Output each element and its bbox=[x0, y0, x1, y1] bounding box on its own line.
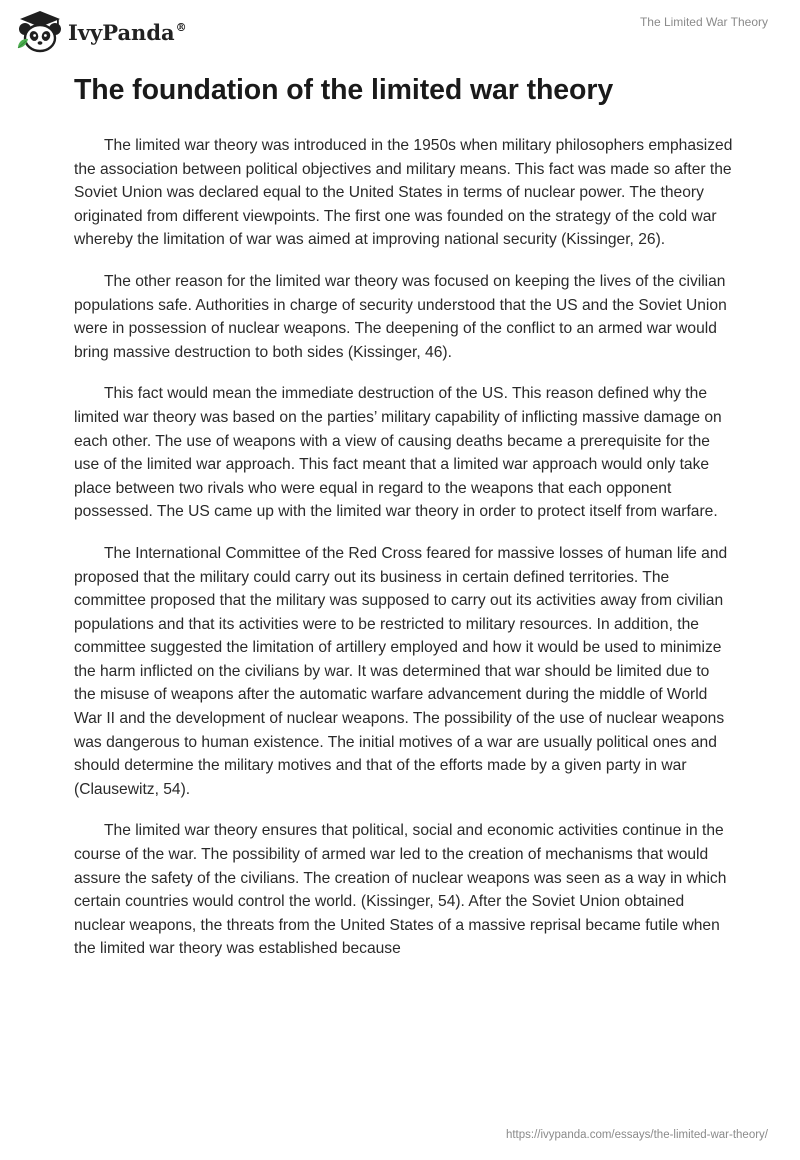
document-header-title: The Limited War Theory bbox=[639, 15, 768, 29]
paragraph: The limited war theory was introduced in the 1950s when military philosophers emphasized the association between political objectives and military means. This fact was made so after the Soviet Union was declared equal to the United States in terms of nuclear power. The theory originated from different viewpoints. The first one was founded on the strategy of the cold war whereby the limitation of war was aimed at improving national security (Kissinger, 26). bbox=[74, 137, 733, 249]
page-title: The foundation of the limited war theory bbox=[74, 74, 614, 106]
ivypanda-logo[interactable] bbox=[14, 8, 187, 54]
paragraph: The International Committee of the Red Cross feared for massive losses of human life and proposed that the military could carry out its business in certain defined territories. The committee proposed that the military was supposed to carry out its activities away from civilian populations and that its activities were to be restricted to military resources. In addition, the committee suggested the limitation of artillery employed and how it would be used to minimize the harm inflicted on the civilians by war. It was determined that war should be limited due to the misuse of weapons after the automatic warfare advancement during the middle of World War II and the development of nuclear weapons. The possibility of the use of nuclear weapons was dangerous to human existence. The initial motives of a war are usually political ones and should determine the military motives and that of the efforts made by a given party in war (Clausewitz, 54). bbox=[74, 544, 728, 798]
page-header bbox=[0, 0, 800, 60]
article-body bbox=[74, 134, 734, 979]
brand-name: IvyPanda® bbox=[68, 19, 187, 45]
paragraph: The other reason for the limited war theory was focused on keeping the lives of the civilian populations safe. Authorities in charge of security understood that the US and the Soviet Union were in possession of nuclear weapons. The deepening of the conflict to an armed war would bring massive destruction to both sides (Kissinger, 46). bbox=[74, 272, 727, 361]
paragraph: This fact would mean the immediate destruction of the US. This reason defined why the limited war theory was based on the parties’ military capability of inflicting massive damage on each other. The use of weapons with a view of causing deaths became a prerequisite for the use of the limited war approach. This fact meant that a limited war approach would only take place between two rivals who were equal in regard to the weapons that each opponent possessed. The US came up with the limited war theory in order to protect itself from warfare. bbox=[74, 385, 722, 521]
panda-graduate-icon bbox=[14, 8, 66, 54]
source-url[interactable]: https://ivypanda.com/essays/the-limited-war-theory/ bbox=[505, 1129, 768, 1141]
paragraph: The limited war theory ensures that political, social and economic activities continue in the course of the war. The possibility of armed war led to the creation of mechanisms that would assure the safety of the civilians. The creation of nuclear weapons was seen as a way in which certain countries would control the world. (Kissinger, 54). After the Soviet Union obtained nuclear weapons, the threats from the United States of a massive reprisal became futile when the limited war theory was established because bbox=[74, 822, 727, 958]
